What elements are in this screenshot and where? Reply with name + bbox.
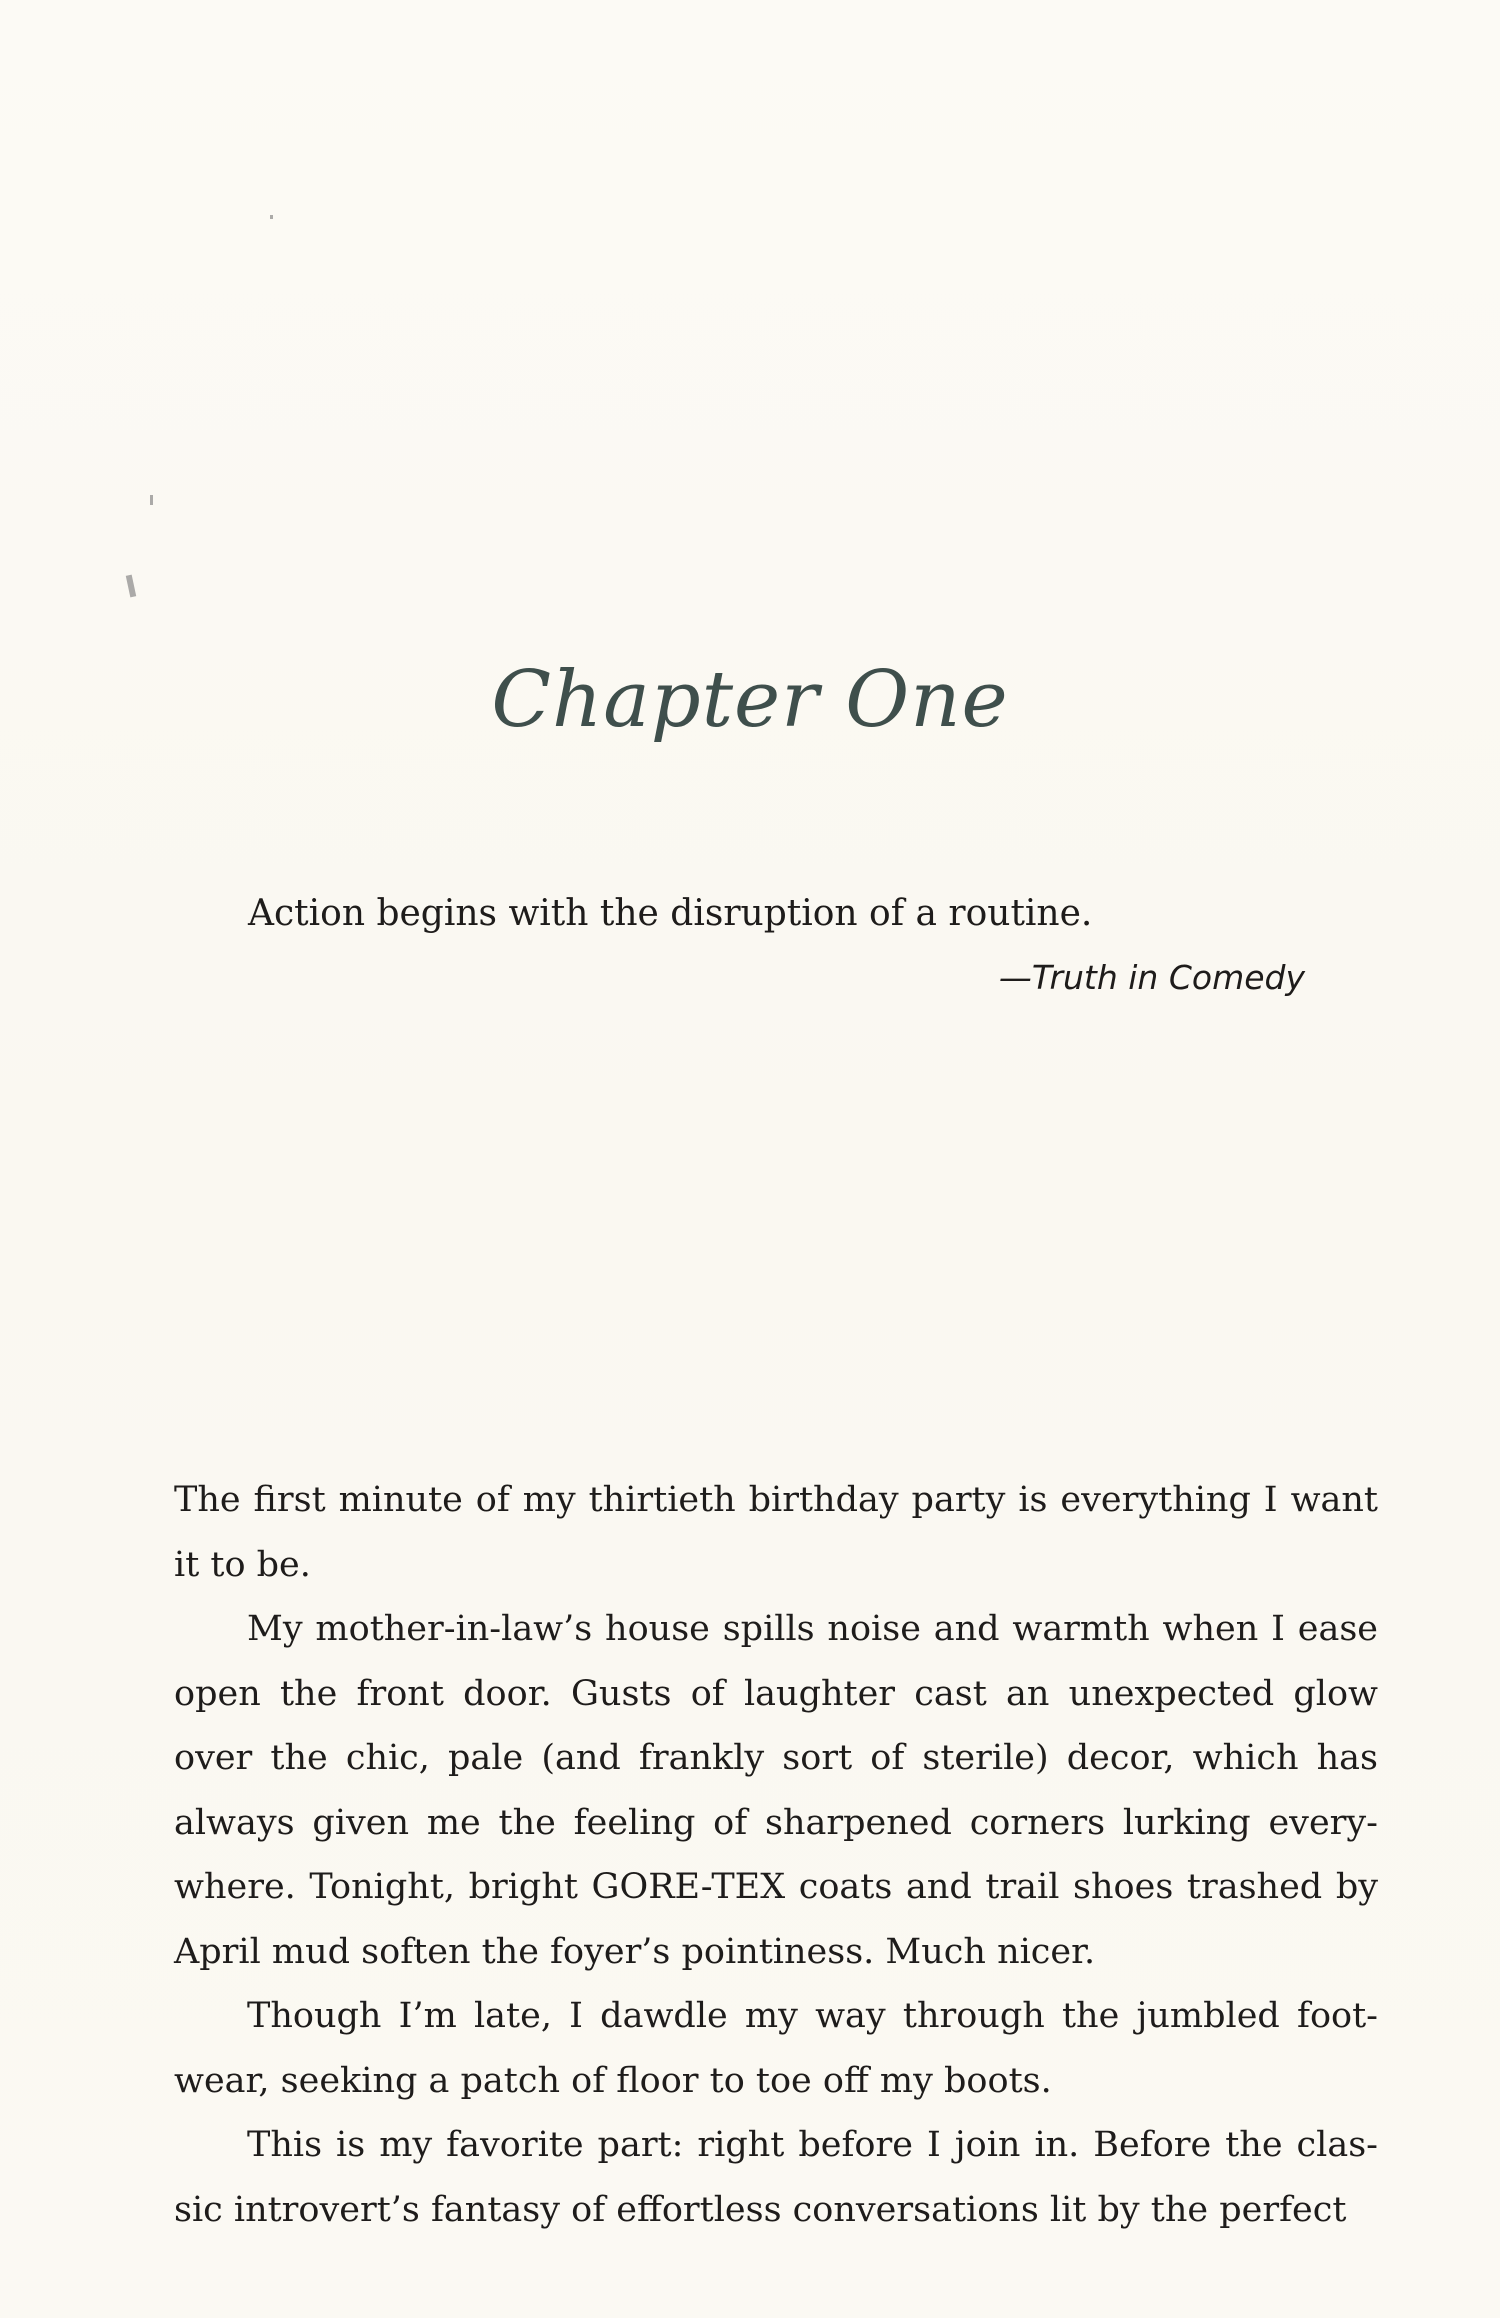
- paragraph-1: The first minute of my thirtieth birthday party is everything I want it to be.: [174, 1480, 1378, 1585]
- paragraph-4: This is my favorite part: right before I join in. Before the clas-sic introvert’s fantasy of effortless conversations lit by the perfect: [174, 2125, 1378, 2230]
- scan-speck: [150, 495, 153, 505]
- scan-speck: [126, 575, 136, 598]
- paragraph-3: Though I’m late, I dawdle my way through the jumbled foot-wear, seeking a patch of floor to toe off my boots.: [174, 1996, 1378, 2101]
- chapter-body: [174, 1468, 1378, 2242]
- scan-speck: [270, 215, 273, 219]
- chapter-title: Chapter One: [491, 655, 1009, 745]
- epigraph: [248, 890, 1308, 1006]
- paragraph-2: My mother-in-law’s house spills noise and warmth when I ease open the front door. Gusts of laughter cast an unexpected glow over the chic, pale (and frankly sort of sterile) decor, which has always given me the feeling of sharpened corners lurking every-where. Tonight, bright GORE-TEX coats and trail shoes trashed by April mud soften the foyer’s pointiness. Much nicer.: [174, 1609, 1378, 1972]
- epigraph-text: Action begins with the disruption of a routine.: [248, 893, 1093, 934]
- epigraph-source: —Truth in Comedy: [998, 958, 1305, 997]
